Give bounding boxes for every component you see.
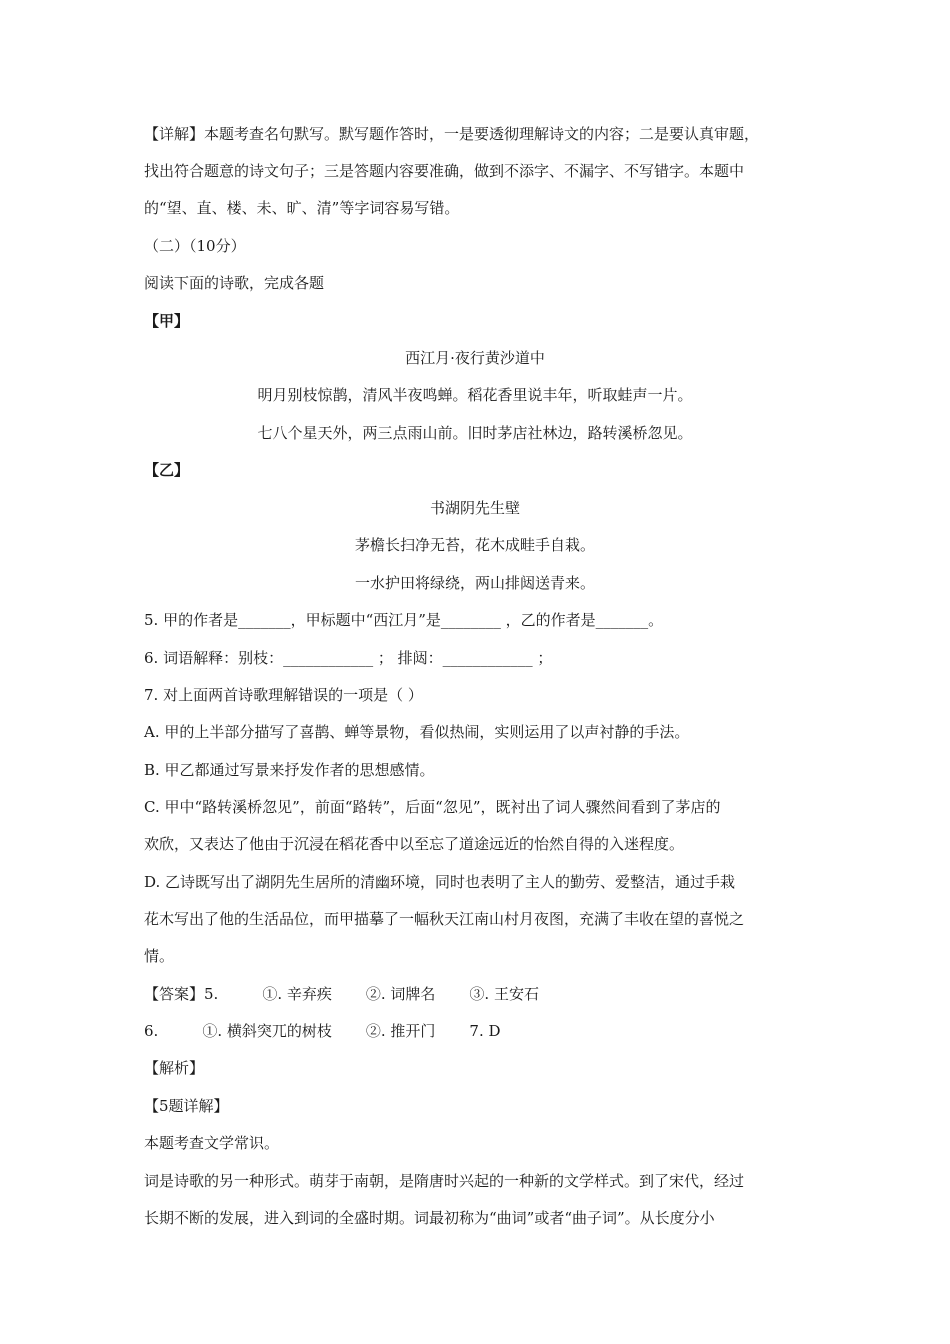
option-d-line-2: 花木写出了他的生活品位，而甲描摹了一幅秋天江南山村月夜图，充满了丰收在望的喜悦之 [144, 910, 745, 928]
detail-intro-line-3: 的“望、直、楼、未、旷、清”等字词容易写错。 [144, 199, 460, 217]
poem-b-title: 书湖阴先生壁 [429, 499, 520, 517]
answer-5-2: ②. 词牌名 [365, 985, 436, 1003]
option-c-line-2: 欢欣，又表达了他由于沉浸在稻花香中以至忘了道途远近的怡然自得的入迷程度。 [144, 835, 685, 853]
option-a: A. 甲的上半部分描写了喜鹊、蝉等景物，看似热闹，实则运用了以声衬静的手法。 [144, 723, 690, 741]
question-7: 7. 对上面两首诗歌理解错误的一项是（ ） [144, 686, 423, 704]
answer-label: 【答案】5. [144, 985, 219, 1003]
option-d-line-1: D. 乙诗既写出了湖阴先生居所的清幽环境，同时也表明了主人的勤劳、爱整洁，通过手栽 [144, 873, 736, 891]
question-6: 6. 词语解释：别枝：____________ ； 排闼：____________ ； [144, 649, 553, 667]
answer-5-3: ③. 王安石 [469, 985, 539, 1003]
detail-intro-line-1: 【详解】本题考查名句默写。默写题作答时，一是要透彻理解诗文的内容；二是要认真审题， [144, 125, 760, 143]
poem-a-line-1: 明月别枝惊鹊，清风半夜鸣蝉。稻花香里说丰年，听取蛙声一片。 [257, 386, 693, 404]
instruction-text: 阅读下面的诗歌，完成各题 [144, 274, 325, 292]
analysis-subheading: 【5题详解】 [144, 1097, 229, 1115]
option-c-line-1: C. 甲中“路转溪桥忽见”，前面“路转”，后面“忽见”，既衬出了词人骤然间看到了茅店的 [144, 798, 721, 816]
poem-b-tag: 【乙】 [144, 461, 190, 479]
option-d-line-3: 情。 [144, 947, 175, 965]
poem-b-line-1: 茅檐长扫净无苔，花木成畦手自栽。 [354, 536, 595, 554]
answer-6-number: 6. [144, 1022, 159, 1040]
poem-a-title: 西江月·夜行黄沙道中 [405, 349, 545, 367]
answer-line-6 [144, 1021, 501, 1041]
analysis-heading: 【解析】 [144, 1059, 205, 1077]
question-5: 5. 甲的作者是_______，甲标题中“西江月”是________ ，乙的作者是_______。 [144, 611, 664, 629]
answer-5-1: ①. 辛弃疾 [262, 985, 332, 1003]
option-b: B. 甲乙都通过写景来抒发作者的思想感情。 [144, 761, 435, 779]
answer-6-1: ①. 横斜突兀的树枝 [202, 1022, 332, 1040]
analysis-line-1: 本题考查文学常识。 [144, 1134, 280, 1152]
answer-6-2: ②. 推开门 [365, 1022, 436, 1040]
section-heading: （二）（10分） [144, 237, 246, 255]
poem-a-line-2: 七八个星天外，两三点雨山前。旧时茅店社林边，路转溪桥忽见。 [257, 424, 693, 442]
detail-intro-line-2: 找出符合题意的诗文句子；三是答题内容要准确，做到不添字、不漏字、不写错字。本题中 [144, 162, 745, 180]
poem-b-line-2: 一水护田将绿绕，两山排闼送青来。 [354, 574, 595, 592]
answer-line-5 [144, 984, 539, 1004]
poem-a-tag: 【甲】 [144, 312, 190, 330]
answer-7: 7. D [469, 1022, 501, 1040]
analysis-line-3: 长期不断的发展，进入到词的全盛时期。词最初称为“曲词”或者“曲子词”。从长度分小 [144, 1209, 715, 1227]
analysis-line-2: 词是诗歌的另一种形式。萌芽于南朝，是隋唐时兴起的一种新的文学样式。到了宋代，经过 [144, 1172, 745, 1190]
